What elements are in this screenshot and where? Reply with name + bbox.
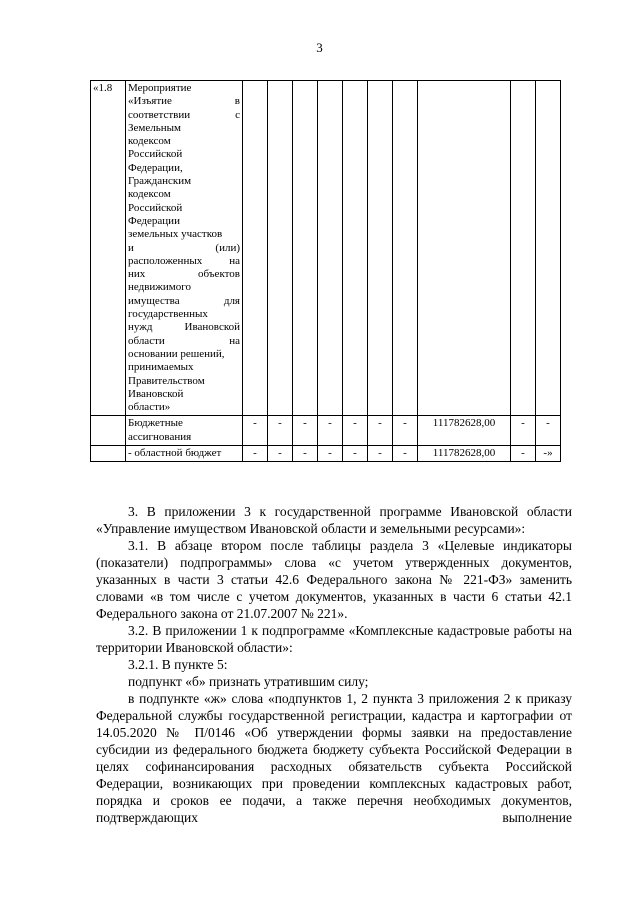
measure-name-line: Гражданским — [128, 175, 192, 188]
value-cell: - — [536, 416, 561, 446]
measure-name-line: государственных — [128, 308, 208, 321]
measure-name-line: Мероприятие — [128, 82, 192, 94]
value-cell: - — [243, 416, 268, 446]
paragraph: подпункт «б» признать утратившим силу; — [128, 674, 369, 689]
value-cell: - — [368, 416, 393, 446]
value-cell: - — [268, 416, 293, 446]
budget-table — [90, 80, 561, 462]
empty-cell — [368, 81, 393, 416]
measure-name-line: имущества для — [128, 294, 240, 307]
value-cell: - — [343, 416, 368, 446]
measure-name-line: кодексом — [128, 188, 171, 201]
regional-budget-row — [91, 446, 561, 462]
measure-name-line: недвижимого — [128, 281, 191, 294]
empty-cell — [318, 81, 343, 416]
empty-cell — [393, 81, 418, 416]
measure-name-line: и (или) — [128, 241, 240, 254]
value-cell: - — [511, 416, 536, 446]
measure-name-line: Ивановской — [128, 387, 184, 400]
measure-name-line: них объектов — [128, 268, 240, 281]
value-cell: - — [393, 446, 418, 462]
measure-name-line: области» — [128, 401, 171, 414]
row-label: - областной бюджет — [126, 446, 243, 462]
measure-name-line: «Изъятие в — [128, 95, 240, 108]
empty-cell — [418, 81, 511, 416]
document-body — [96, 503, 572, 826]
empty-cell — [243, 81, 268, 416]
measure-name-line: основании решений, — [128, 347, 225, 360]
empty-cell — [268, 81, 293, 416]
value-cell: - — [318, 416, 343, 446]
value-cell: - — [243, 446, 268, 462]
empty-cell — [91, 446, 126, 462]
empty-cell — [536, 81, 561, 416]
value-cell: -» — [536, 446, 561, 462]
value-cell: - — [268, 446, 293, 462]
row-number-cell: «1.8 — [91, 81, 126, 416]
value-cell: - — [318, 446, 343, 462]
measure-name-line: Федерации — [128, 214, 180, 227]
measure-name-line: области на — [128, 334, 240, 347]
paragraph: 3.2.1. В пункте 5: — [128, 657, 228, 672]
measure-name-line: расположенных на — [128, 254, 240, 267]
measure-name-cell — [126, 81, 243, 416]
empty-cell — [343, 81, 368, 416]
measure-name-line: Федерации, — [128, 161, 183, 174]
paragraph: 3.1. В абзаце втором после таблицы раздела 3 «Целевые индикаторы (показатели) подпрограммы» слова «с учетом утвержденных документов, указанных в части 3 статьи 42.6 Федерального закона № 221-ФЗ» заменить словами «в том числе с учетом документов, указанных в части 6 статьи 42.1 Федерального закона от 21.07.2007 № 221». — [96, 538, 572, 621]
measure-name-line: Российской — [128, 201, 183, 214]
value-cell: - — [393, 416, 418, 446]
budget-allocations-row — [91, 416, 561, 446]
measure-name-line: принимаемых — [128, 361, 194, 374]
measure-name-line: земельных участков — [128, 228, 223, 241]
empty-cell — [293, 81, 318, 416]
value-cell: - — [343, 446, 368, 462]
page-number: 3 — [316, 40, 323, 55]
paragraph: 3.2. В приложении 1 к подпрограмме «Комплексные кадастровые работы на территории Ивановской области»: — [96, 623, 572, 655]
measure-name-line: Правительством — [128, 374, 205, 387]
paragraph: в подпункте «ж» слова «подпунктов 1, 2 пункта 3 приложения 2 к приказу Федеральной службы государственной регистрации, кадастра и картографии от 14.05.2020 № П/0146 «Об утверждении формы заявки на предоставление субсидии из федерального бюджета бюджету субъекта Российской Федерации в целях софинансирования расходных обязательств субъекта Российской Федерации, возникающих при проведении комплексных кадастровых работ, порядка и сроков ее подачи, а также перечня необходимых документов, подтверждающих выполнение — [96, 691, 572, 825]
value-cell: - — [368, 446, 393, 462]
row-label: Бюджетные ассигнования — [126, 416, 243, 446]
empty-cell — [511, 81, 536, 416]
value-cell: - — [511, 446, 536, 462]
value-cell: - — [293, 416, 318, 446]
measure-name-line: соответствии с — [128, 108, 240, 121]
value-cell: 111782628,00 — [418, 416, 511, 446]
empty-cell — [91, 416, 126, 446]
value-cell: 111782628,00 — [418, 446, 511, 462]
measure-row — [91, 81, 561, 416]
measure-name-line: Земельным — [128, 121, 181, 134]
measure-name-line: кодексом — [128, 135, 171, 148]
paragraph: 3. В приложении 3 к государственной программе Ивановской области «Управление имуществом Ивановской области и земельными ресурсами»: — [96, 504, 572, 536]
measure-name-line: Российской — [128, 148, 183, 161]
value-cell: - — [293, 446, 318, 462]
measure-name-line: нужд Ивановской — [128, 321, 240, 334]
